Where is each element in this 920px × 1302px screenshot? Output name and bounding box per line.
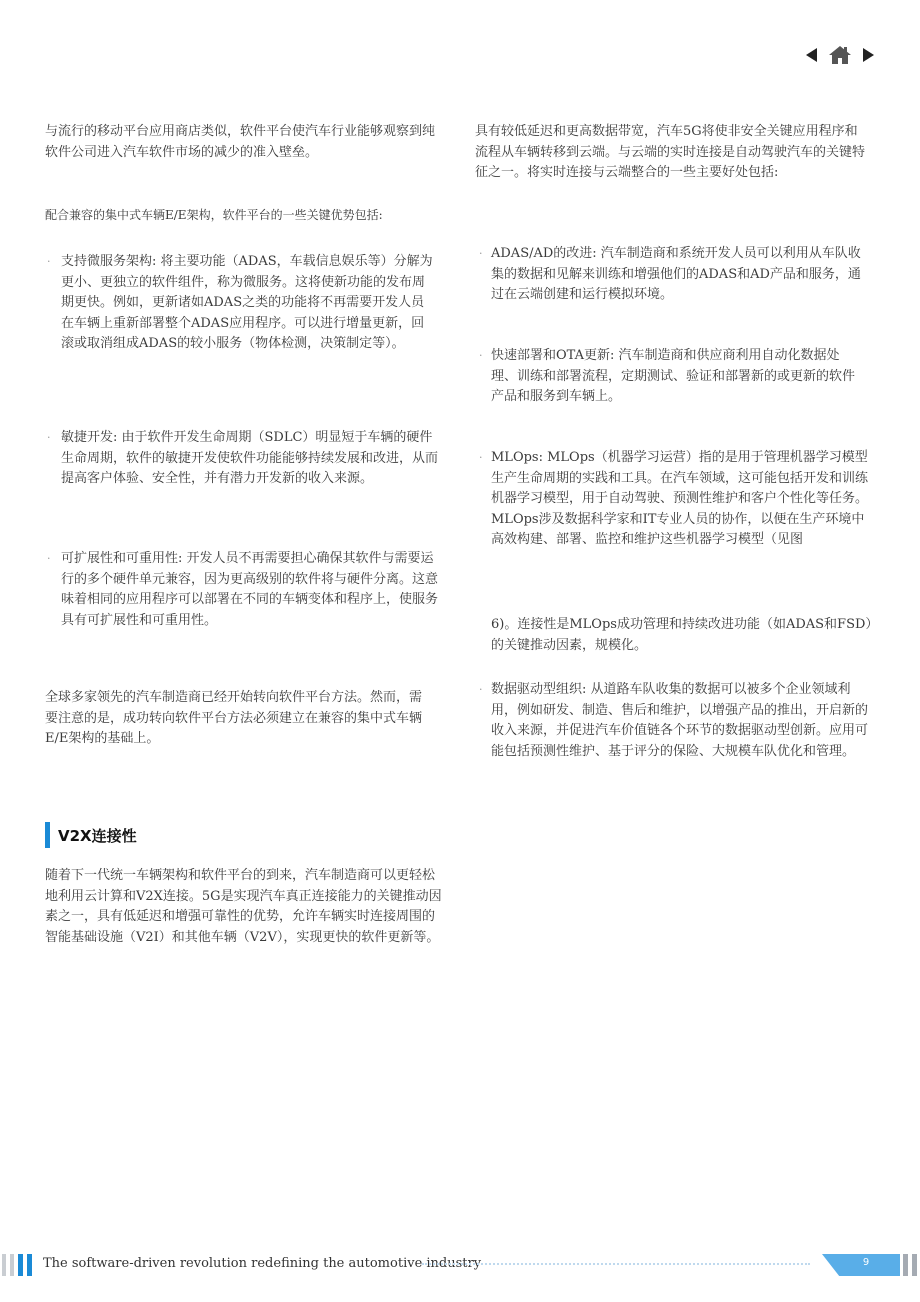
list-item-agile-development: 敏捷开发: 由于软件开发生命周期（SDLC）明显短于车辆的硬件生命周期，软件的敏捷开发使软件功能能够持续发展和改进，从而提高客户体验、安全性，并有潜力开发新的收入来源。	[61, 430, 439, 486]
next-page-button[interactable]	[860, 44, 876, 66]
list-item-mlops: MLOps: MLOps（机器学习运营）指的是用于管理机器学习模型生产生命周期的实践和工具。在汽车领域，这可能包括开发和训练机器学习模型，用于自动驾驶、预测性维护和客户个性化等任务。MLOps涉及数据科学家和IT专业人员的协作，以便在生产环境中高效构建、部署、监控和维护这些机器学习模型（见图	[491, 450, 869, 547]
list-item-data-driven: 数据驱动型组织: 从道路车队收集的数据可以被多个企业领域利用，例如研发、制造、售后和维护，以增强产品的推出，开启新的收入来源，并促进汽车价值链各个环节的数据驱动型创新。应用可能包括预测性维护、基于评分的保险、大规模车队优化和管理。	[491, 682, 869, 759]
page-footer	[0, 1252, 920, 1278]
left-closing-paragraph: 全球多家领先的汽车制造商已经开始转向软件平台方法。然而，需要注意的是，成功转向软件平台方法必须建立在兼容的集中式车辆E/E架构的基础上。	[45, 690, 423, 746]
list-item-microservices: 支持微服务架构: 将主要功能（ADAS，车载信息娱乐等）分解为更小、更独立的软件组件，称为微服务。这将使新功能的发布周期更快。例如，更新诸如ADAS之类的功能将不再需要开发人员在车辆上重新部署整个ADAS应用程序。可以进行增量更新，回滚或取消组成ADAS的较小服务（物体检测，决策制定等）。	[61, 254, 433, 351]
footer-title: The software-driven revolution redefining the automotive industry	[43, 1256, 482, 1271]
footer-dotted-rule	[422, 1263, 810, 1265]
section-heading	[45, 822, 137, 848]
page-navigation	[804, 44, 876, 66]
bullet-marker: ·	[479, 683, 483, 696]
bullet-marker: ·	[479, 247, 483, 260]
page-number: 9	[862, 1257, 870, 1268]
prev-arrow-icon	[806, 48, 818, 62]
bullet-marker: ·	[47, 431, 51, 444]
next-arrow-icon	[862, 48, 874, 62]
previous-page-button[interactable]	[804, 44, 820, 66]
footer-right-stripes	[903, 1254, 917, 1276]
list-item-scalability: 可扩展性和可重用性: 开发人员不再需要担心确保其软件与需要运行的多个硬件单元兼容，因为更高级别的软件将与硬件分离。这意味着相同的应用程序可以部署在不同的车辆变体和程序上，使服务具有可扩展性和可重用性。	[61, 551, 439, 628]
list-item-ota-updates: 快速部署和OTA更新: 汽车制造商和供应商利用自动化数据处理、训练和部署流程，定期测试、验证和部署新的或更新的软件产品和服务到车辆上。	[491, 348, 856, 404]
bullet-marker: ·	[479, 349, 483, 362]
right-intro-paragraph: 具有较低延迟和更高数据带宽，汽车5G将使非安全关键应用程序和流程从车辆转移到云端。与云端的实时连接是自动驾驶汽车的关键特征之一。将实时连接与云端整合的一些主要好处包括:	[475, 124, 866, 180]
bullet-marker: ·	[479, 451, 483, 464]
section-accent-bar	[45, 822, 50, 848]
section-title: V2X连接性	[58, 826, 137, 845]
bullet-marker: ·	[47, 552, 51, 565]
left-lead-paragraph: 配合兼容的集中式车辆E/E架构，软件平台的一些关键优势包括:	[45, 208, 383, 222]
left-intro-paragraph: 与流行的移动平台应用商店类似，软件平台使汽车行业能够观察到纯软件公司进入汽车软件市场的减少的准入壁垒。	[45, 124, 436, 160]
home-icon	[829, 45, 851, 65]
mlops-continuation: 6)。连接性是MLOps成功管理和持续改进功能（如ADAS和FSD）的关键推动因素，规模化。	[491, 617, 872, 653]
v2x-paragraph: 随着下一代统一车辆架构和软件平台的到来，汽车制造商可以更轻松地利用云计算和V2X连接。5G是实现汽车真正连接能力的关键推动因素之一，具有低延迟和增强可靠性的优势，允许车辆实时连接周围的智能基础设施（V2I）和其他车辆（V2V），实现更快的软件更新等。	[45, 868, 442, 945]
bullet-marker: ·	[47, 255, 51, 268]
home-button[interactable]	[828, 44, 852, 66]
footer-left-stripes	[2, 1254, 32, 1276]
list-item-adas-improvement: ADAS/AD的改进: 汽车制造商和系统开发人员可以利用从车队收集的数据和见解来训练和增强他们的ADAS和AD产品和服务，通过在云端创建和运行模拟环境。	[491, 246, 861, 302]
